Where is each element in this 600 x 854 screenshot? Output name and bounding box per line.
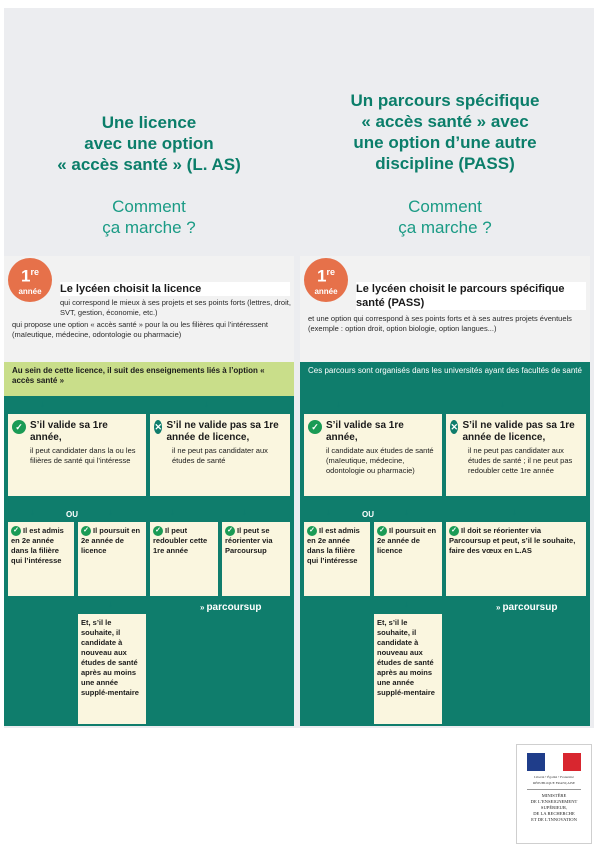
left-title — [4, 112, 294, 175]
right-flow — [300, 256, 590, 726]
check-icon: ✓ — [377, 526, 387, 536]
right-title — [300, 90, 590, 174]
arrow-down-icon: ↓ — [30, 507, 35, 518]
left-outcome-admitted — [8, 522, 74, 596]
right-outcome-admitted — [304, 522, 370, 596]
left-outcome-continue-text: Il poursuit en 2e année de licence — [81, 526, 141, 555]
arrow-down-icon: ↓ — [40, 399, 45, 410]
badge-sup: re — [30, 267, 39, 277]
right-ou: OU — [362, 510, 374, 519]
left-card-valid — [8, 414, 146, 496]
french-flag-icon — [527, 753, 581, 771]
ministry-logo — [516, 744, 592, 844]
left-head-text-1: qui correspond le mieux à ses projets et ses points forts (lettres, droit, SVT, gestion, économie, etc.) — [60, 298, 291, 317]
right-head-text: et une option qui correspond à ses points forts et à ses autres projets éventuels (exemple : option droit, option biologie, option langues...) — [308, 314, 572, 333]
arrow-down-icon: ↓ — [512, 507, 517, 518]
right-outcome-continue-text: Il poursuit en 2e année de licence — [377, 526, 437, 555]
logo-ministry-line: MINISTÈRE — [541, 793, 567, 798]
logo-ministry — [519, 793, 589, 823]
badge-number: 1 — [21, 266, 31, 286]
left-card-not-valid-title: S’il ne valide pas sa 1re année de licence, — [166, 420, 279, 443]
left-outcome-repeat-text: Il peut redoubler cette 1re année — [153, 526, 208, 555]
left-card-valid-title: S’il valide sa 1re année, — [29, 420, 108, 443]
left-title-line: « accès santé » (L. AS) — [57, 155, 241, 174]
parcoursup-logo: » parcoursup — [200, 602, 262, 613]
left-first-year-badge — [8, 258, 52, 302]
left-card-not-valid-text: il ne peut pas candidater aux études de santé — [172, 446, 268, 465]
right-card-valid-text: il candidate aux études de santé (maïeutique, médecine, odontologie ou pharmacie) — [326, 446, 434, 475]
right-head-block — [356, 282, 586, 310]
left-card-not-valid — [150, 414, 290, 496]
logo-republic: RÉPUBLIQUE FRANÇAISE — [532, 781, 576, 785]
arrow-down-icon: ↓ — [500, 399, 505, 410]
check-icon: ✓ — [449, 526, 459, 536]
check-icon: ✓ — [12, 420, 26, 434]
arrow-down-icon: ↓ — [204, 399, 209, 410]
left-outcome-reorient — [222, 522, 290, 596]
left-ou: OU — [66, 510, 78, 519]
right-outcome-reorient-text: Il doit se réorienter via Parcoursup et peut, s’il le souhaite, faire des vœux en L.AS — [449, 526, 576, 555]
check-icon: ✓ — [225, 526, 235, 536]
right-subtitle-line: Comment — [408, 197, 482, 216]
left-head-title: Le lycéen choisit la licence — [60, 283, 202, 295]
arrow-down-icon: ↓ — [404, 507, 409, 518]
badge-sup: re — [326, 267, 335, 277]
left-outcome-continue — [78, 522, 146, 596]
right-outcome-admitted-text: Il est admis en 2e année dans la filière qui l’intéresse — [307, 526, 360, 565]
left-outcome-reorient-text: Il peut se réorienter via Parcoursup — [225, 526, 273, 555]
arrow-down-icon: ↓ — [108, 599, 113, 610]
parcoursup-text: parcoursup — [502, 602, 558, 613]
right-band: Ces parcours sont organisés dans les universités ayant des facultés de santé — [300, 362, 590, 396]
left-outcome-admitted-text: Il est admis en 2e année dans la filière qui l’intéresse — [11, 526, 64, 565]
right-title-line: une option d’une autre — [353, 133, 537, 152]
right-final-card: Et, s’il le souhaite, il candidate à nouveau aux études de santé après au moins une année supplé-mentaire — [374, 614, 442, 724]
parcoursup-text: parcoursup — [206, 602, 262, 613]
left-subtitle — [4, 196, 294, 238]
badge-number: 1 — [317, 266, 327, 286]
left-final-card: Et, s’il le souhaite, il candidate à nouveau aux études de santé après au moins une année supplé-mentaire — [78, 614, 146, 724]
right-title-line: Un parcours spécifique — [350, 91, 540, 110]
left-head-text-2: qui propose une option « accès santé » pour la ou les filières qui l’intéressent (maïeutique, médecine, odontologie ou pharmacie) — [12, 320, 268, 339]
left-card-valid-text: il peut candidater dans la ou les filières de santé qui l’intéresse — [30, 446, 136, 465]
badge-year: année — [18, 286, 42, 296]
arrow-down-icon: ↓ — [108, 507, 113, 518]
left-outcome-repeat — [150, 522, 218, 596]
check-icon: ✓ — [11, 526, 21, 536]
parcoursup-logo: » parcoursup — [496, 602, 558, 613]
right-card-not-valid — [446, 414, 586, 496]
right-column-pass — [300, 8, 590, 723]
check-icon: ✓ — [153, 526, 163, 536]
right-first-year-badge — [304, 258, 348, 302]
arrow-down-icon: ↓ — [336, 399, 341, 410]
right-title-line: discipline (PASS) — [375, 154, 515, 173]
left-subtitle-line: ça marche ? — [102, 218, 196, 237]
right-card-valid — [304, 414, 442, 496]
right-card-valid-title: S’il valide sa 1re année, — [325, 420, 404, 443]
logo-divider — [527, 789, 581, 790]
logo-ministry-line: DE L’ENSEIGNEMENT — [530, 799, 578, 804]
logo-motto: Liberté • Égalité • Fraternité — [534, 775, 574, 779]
check-icon: ✓ — [81, 526, 91, 536]
left-column-las — [4, 8, 294, 723]
check-icon: ✓ — [307, 526, 317, 536]
right-card-not-valid-text: il ne peut pas candidater aux études de santé ; il ne peut pas redoubler cette 1re année — [468, 446, 573, 475]
right-subtitle — [300, 196, 590, 238]
left-head-block — [60, 282, 290, 296]
right-subtitle-line: ça marche ? — [398, 218, 492, 237]
left-subtitle-line: Comment — [112, 197, 186, 216]
left-title-line: Une licence — [101, 113, 197, 132]
right-card-not-valid-title: S’il ne valide pas sa 1re année de licence, — [462, 420, 575, 443]
badge-year: année — [314, 286, 338, 296]
left-band: Au sein de cette licence, il suit des enseignements liés à l’option « accès santé » — [4, 362, 294, 396]
check-icon: ✓ — [308, 420, 322, 434]
left-title-line: avec une option — [84, 134, 214, 153]
arrow-down-icon: ↓ — [326, 507, 331, 518]
arrow-down-icon: ↓ — [170, 507, 175, 518]
left-flow — [4, 256, 294, 726]
logo-ministry-line: SUPÉRIEUR, — [540, 805, 568, 810]
right-head-title: Le lycéen choisit le parcours spécifique santé (PASS) — [356, 283, 565, 309]
cross-icon: ✕ — [450, 422, 458, 432]
right-title-line: « accès santé » avec — [361, 112, 529, 131]
arrow-down-icon: ↓ — [242, 507, 247, 518]
logo-ministry-line: ET DE L’INNOVATION — [531, 817, 577, 822]
logo-ministry-line: DE LA RECHERCHE — [533, 811, 575, 816]
arrow-down-icon: ↓ — [404, 599, 409, 610]
right-outcome-reorient — [446, 522, 586, 596]
right-outcome-continue — [374, 522, 442, 596]
cross-icon: ✕ — [154, 422, 162, 432]
